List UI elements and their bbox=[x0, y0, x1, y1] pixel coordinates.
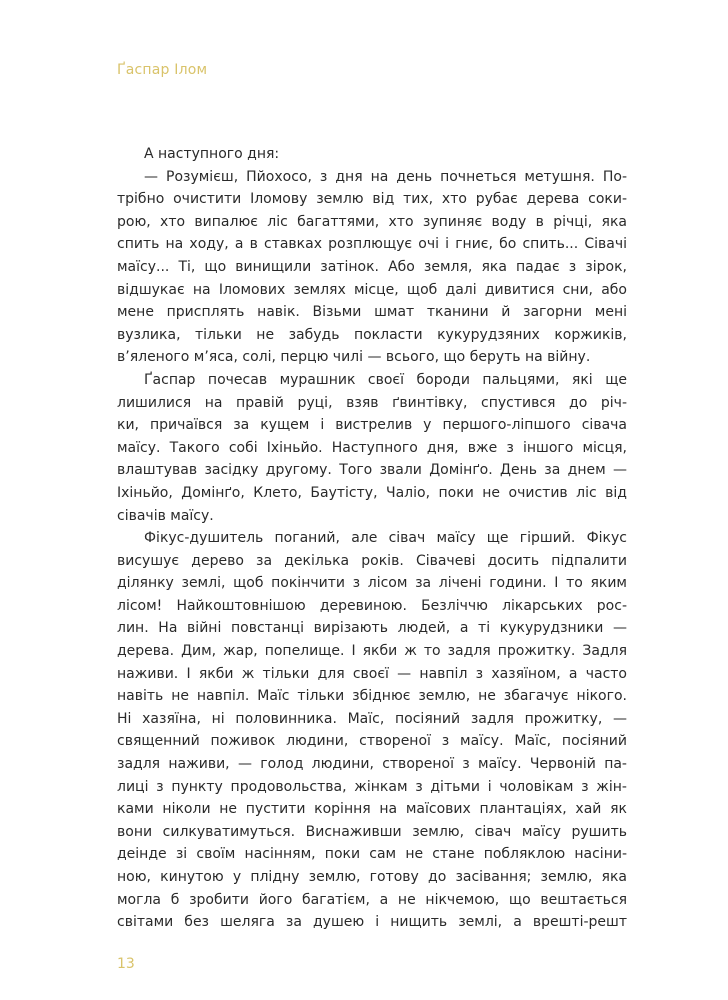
text-line: Іхіньйо, Домінґо, Клето, Баутісту, Чаліо, поки не очистив ліс від bbox=[117, 484, 627, 501]
text-line: наживи. І якби ж тільки для своєї — навпіл з хазяїном, а часто bbox=[117, 665, 627, 682]
text-line: мене присплять навік. Візьми шмат тканини й загорни мені bbox=[117, 304, 627, 321]
text-line: вони силкуватимуться. Виснаживши землю, сівач маїсу рушить bbox=[117, 823, 627, 840]
text-line: — Розумієш, Пйохосо, з дня на день почнеться метушня. По- bbox=[144, 168, 627, 185]
page bbox=[117, 58, 627, 974]
text-line: лісом! Найкоштовнішою деревиною. Безліччю лікарських рос- bbox=[117, 597, 627, 614]
text-line: влаштував засідку другому. Того звали Домінґо. День за днем — bbox=[117, 462, 627, 479]
text-line: вузлика, тільки не забудь покласти кукурудзяних коржиків, bbox=[117, 326, 627, 343]
text-line: маїсу... Ті, що винищили затінок. Або земля, яка падає з зірок, bbox=[117, 258, 627, 275]
text-line: маїсу. Такого собі Іхіньйо. Наступного дня, вже з іншого місця, bbox=[117, 439, 627, 456]
text-line: висушує дерево за декілька років. Сівачеві досить підпалити bbox=[117, 552, 627, 569]
page-number: 13 bbox=[117, 955, 135, 972]
text-line: лин. На війні повстанці вирізають людей, а ті кукурудзники — bbox=[117, 620, 627, 637]
text-line: задля наживи, — голод людини, створеної з маїсу. Червоній па- bbox=[117, 756, 627, 773]
text-line: деінде зі своїм насінням, поки сам не стане побляклою насіни- bbox=[117, 846, 627, 863]
text-line: спить на ходу, а в ставках розплющує очі і гниє, бо спить... Сівачі bbox=[117, 236, 627, 253]
text-line: дерева. Дим, жар, попелище. І якби ж то задля прожитку. Задля bbox=[117, 643, 627, 660]
text-line: Фікус-душитель поганий, але сівач маїсу ще гірший. Фікус bbox=[144, 530, 627, 547]
text-line: А наступного дня: bbox=[144, 146, 280, 162]
text-line: Ґаспар почесав мурашник своєї бороди пальцями, які ще bbox=[144, 371, 627, 388]
text-line: сівачів маїсу. bbox=[117, 507, 214, 524]
text-line: в’яленого м’яса, солі, перцю чилі — всього, що беруть на війну. bbox=[117, 349, 591, 366]
text-line: ки, причаївся за кущем і вистрелив у першого-ліпшого сівача bbox=[117, 417, 627, 434]
text-line: світами без шеляга за душею і нищить землі, а врешті-решт bbox=[117, 914, 627, 931]
body-text bbox=[117, 143, 627, 934]
text-line: трібно очистити Іломову землю від тих, хто рубає дерева соки- bbox=[117, 191, 627, 208]
text-line: лишилися на правій руці, взяв ґвинтівку, спустився до річ- bbox=[117, 394, 627, 411]
running-head: Ґаспар Ілом bbox=[117, 62, 208, 78]
text-line: Ні хазяїна, ні половинника. Маїс, посіяний задля прожитку, — bbox=[117, 710, 627, 727]
text-line: священний поживок людини, створеної з маїсу. Маїс, посіяний bbox=[117, 733, 627, 750]
text-line: могла б зробити його багатієм, а не нікчемою, що вештається bbox=[117, 891, 627, 908]
text-line: ками ніколи не пустити коріння на маїсових плантаціях, хай як bbox=[117, 801, 627, 818]
text-line: ною, кинутою у плідну землю, готову до засівання; землю, яка bbox=[117, 869, 627, 885]
text-line: рою, хто випалює ліс багаттями, хто зупиняє воду в річці, яка bbox=[117, 213, 627, 230]
text-line: лиці з пункту продовольства, жінкам з дітьми і чоловікам з жін- bbox=[117, 778, 627, 795]
text-line: навіть не навпіл. Маїс тільки збіднює землю, не збагачує нікого. bbox=[117, 688, 627, 705]
text-line: відшукає на Іломових землях місце, щоб далі дивитися сни, або bbox=[117, 281, 627, 298]
text-line: ділянку землі, щоб покінчити з лісом за лічені години. І то яким bbox=[117, 575, 627, 592]
